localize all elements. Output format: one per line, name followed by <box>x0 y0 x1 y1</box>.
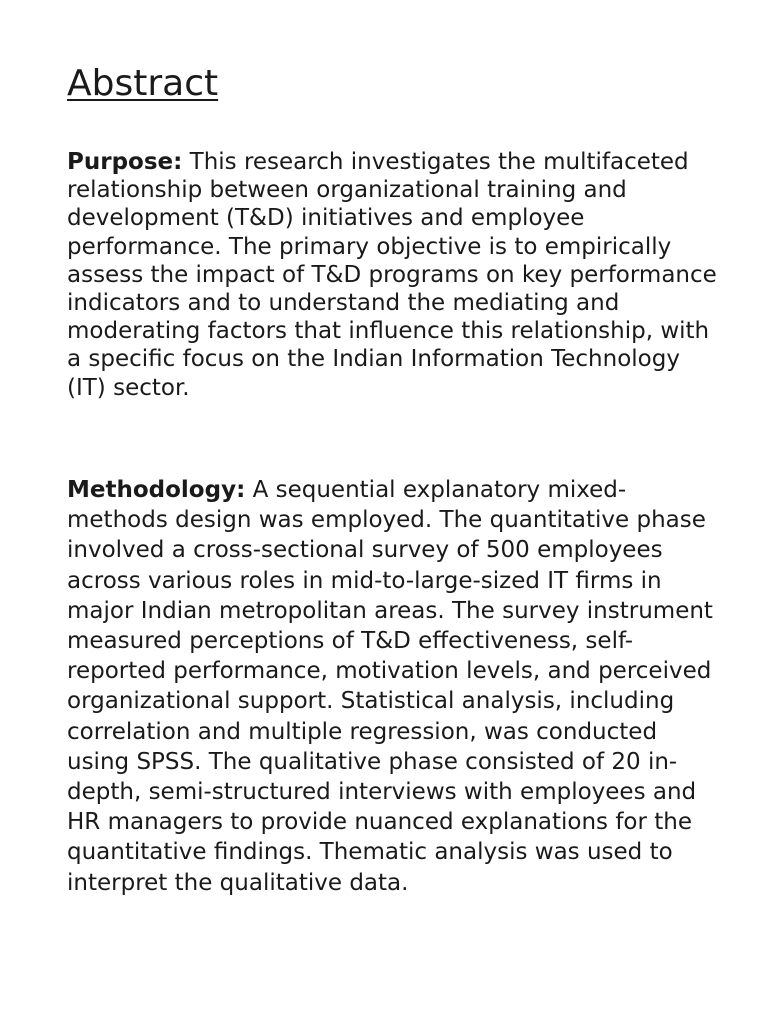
methodology-label: Methodology: <box>67 477 246 503</box>
methodology-text: A sequential explanatory mixed-methods design was employed. The quantitative phase involved a cross-sectional survey of 500 employees across various roles in mid-to-large-sized IT firms in major Indian metropolitan areas. The survey instrument measured perceptions of T&D effectiveness, self-reported performance, motivation levels, and perceived organizational support. Statistical analysis, including correlation and multiple regression, was conducted using SPSS. The qualitative phase consisted of 20 in-depth, semi-structured interviews with employees and HR managers to provide nuanced explanations for the quantitative findings. Thematic analysis was used to interpret the qualitative data. <box>67 477 713 896</box>
methodology-paragraph <box>67 475 717 898</box>
purpose-label: Purpose: <box>67 149 183 175</box>
document-page <box>67 62 717 896</box>
purpose-text: This research investigates the multifaceted relationship between organizational training and development (T&D) initiatives and employee performance. The primary objective is to empirically assess the impact of T&D programs on key performance indicators and to understand the mediating and moderating factors that influence this relationship, with a specific focus on the Indian Information Technology (IT) sector. <box>67 149 717 401</box>
page-title: Abstract <box>67 63 219 104</box>
purpose-paragraph <box>67 148 717 402</box>
